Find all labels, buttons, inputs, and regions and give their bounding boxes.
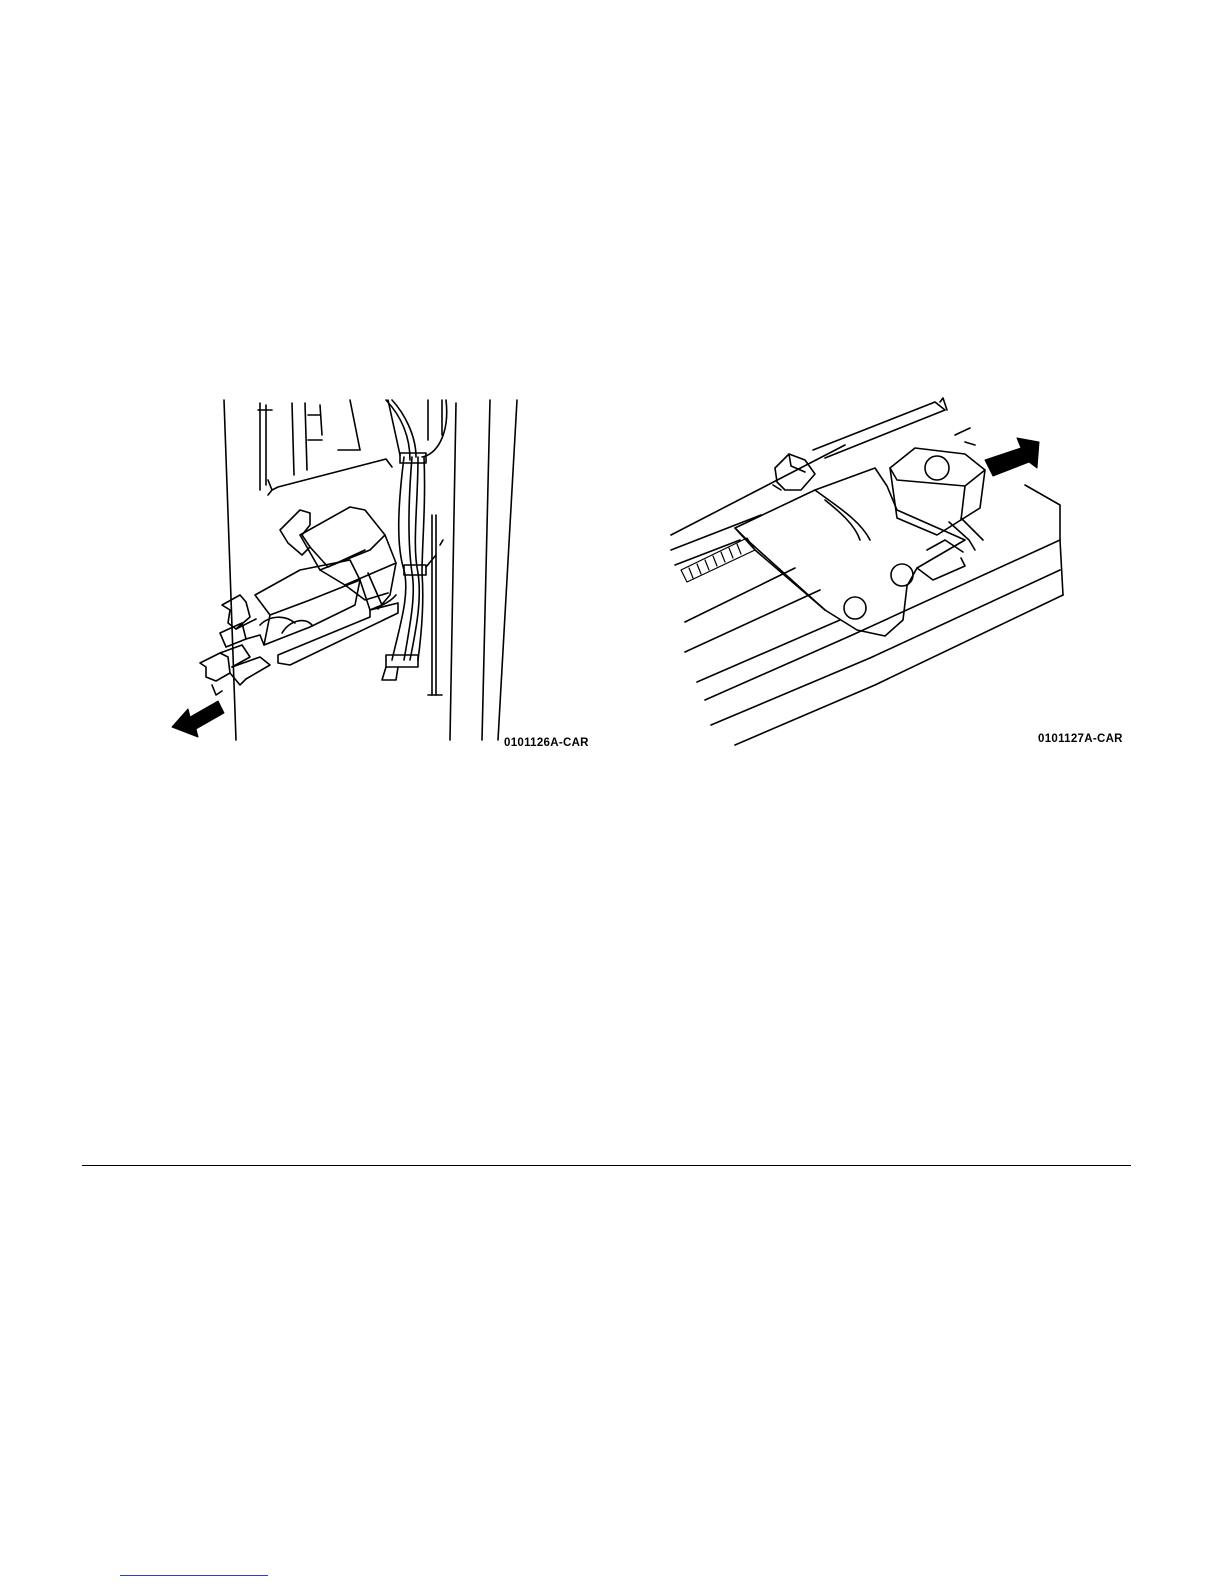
wire-harness xyxy=(382,400,447,680)
pull-arrow-icon xyxy=(172,701,224,737)
slide-block xyxy=(890,448,985,550)
carriage-plate xyxy=(735,468,965,636)
push-arrow-icon xyxy=(985,438,1039,476)
figure-right-illustration xyxy=(665,390,1135,755)
figure-left-illustration xyxy=(160,395,600,760)
figure-code-right: 0101127A-CAR xyxy=(1038,733,1123,745)
footer-link-underline[interactable] xyxy=(120,1575,268,1576)
horizontal-rule xyxy=(82,1165,1131,1166)
figure-code-left: 0101126A-CAR xyxy=(504,737,589,749)
rail-lines xyxy=(671,398,1063,745)
ladder-track xyxy=(681,538,755,582)
frame-lines xyxy=(224,400,517,740)
stapler-head xyxy=(200,507,398,695)
